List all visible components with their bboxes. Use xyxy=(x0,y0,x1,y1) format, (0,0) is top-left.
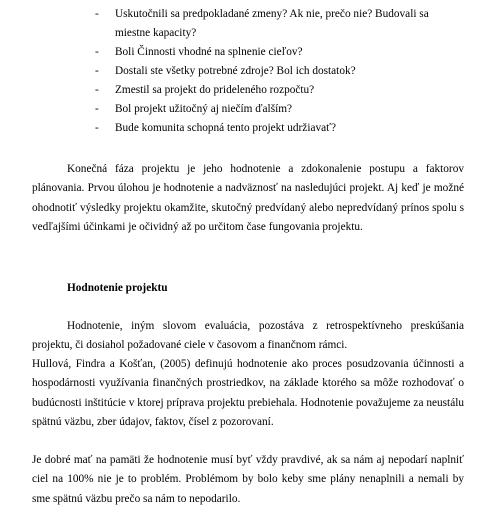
list-item xyxy=(95,43,465,62)
question-list xyxy=(95,5,465,138)
list-item xyxy=(95,62,465,81)
bullet-marker: - xyxy=(95,8,99,20)
list-item-text: Bude komunita schopná tento projekt udržiavať? xyxy=(115,122,336,134)
paragraph-evaluation: Hodnotenie, iným slovom evaluácia, pozostáva z retrospektívneho preskúšania projektu, či dosiahol požadované ciele v časovom a finančnom rámci. xyxy=(32,320,464,352)
bullet-marker: - xyxy=(95,84,99,96)
section-heading: Hodnotenie projektu xyxy=(67,282,168,294)
bullet-marker: - xyxy=(95,122,99,134)
paragraph-definition: Hullová, Findra a Košťan, (2005) definujú hodnotenie ako proces posudzovania účinnosti a hospodárnosti využívania finančných prostriedkov, na základe ktorého sa môže rozhodovať o budúcnosti inštitúcie v ktorej príprava projektu prebiehala. Hodnotenie považujeme za neustálu spätnú väzbu, zber údajov, faktov, čísel z pozorovaní. xyxy=(32,358,464,428)
list-item-text: Zmestil sa projekt do prideleného rozpočtu? xyxy=(115,84,315,96)
bullet-marker: - xyxy=(95,65,99,77)
list-item xyxy=(95,119,465,138)
list-item-text: Dostali ste všetky potrebné zdroje? Bol ich dostatok? xyxy=(115,65,356,77)
list-item-text: Boli Činnosti vhodné na splnenie cieľov? xyxy=(115,46,303,58)
list-item-text: Bol projekt užitočný aj niečím ďalším? xyxy=(115,103,293,115)
list-item xyxy=(95,81,465,100)
list-item xyxy=(95,5,465,43)
list-item xyxy=(95,100,465,119)
bullet-marker: - xyxy=(95,103,99,115)
paragraph-final-phase: Konečná fáza projektu je jeho hodnotenie a zdokonalenie postupu a faktorov plánovania. Prvou úlohou je hodnotenie a nadväznosť na nasledujúci projekt. Aj keď je možné ohodnotiť výsledky projektu okamžite, skutočný predvídaný alebo nepredvídaný prínos spolu s vedľajšími účinkami je očividný až po určitom čase fungovania projektu. xyxy=(32,163,464,233)
list-item-text: Uskutočnili sa predpokladané zmeny? Ak nie, prečo nie? Budovali sa miestne kapacity? xyxy=(115,8,429,39)
paragraph-truthful: Je dobré mať na pamäti že hodnotenie musí byť vždy pravdivé, ak sa nám aj nepodarí naplniť ciel na 100% nie je to problém. Problémom by bolo keby sme plány nenaplnili a nemali by sme spätnú väzbu prečo sa nám to nepodarilo. xyxy=(32,454,464,505)
bullet-marker: - xyxy=(95,46,99,58)
